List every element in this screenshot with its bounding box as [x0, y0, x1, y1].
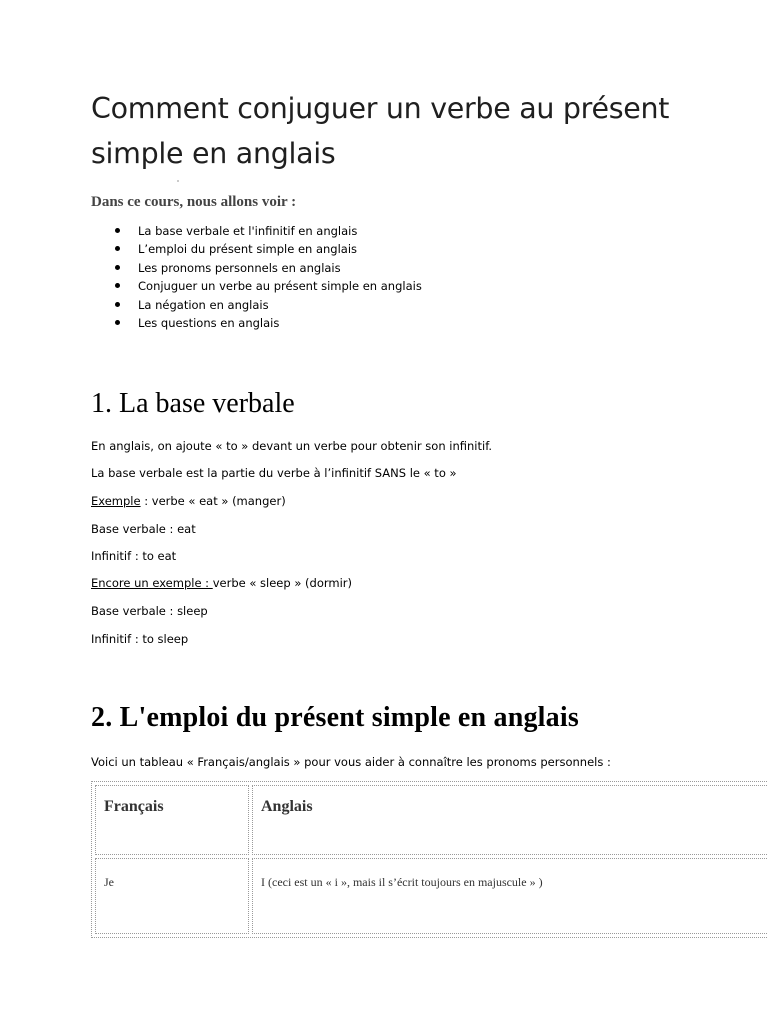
- bullet-icon: [115, 320, 120, 325]
- section1-paragraph-2: La base verbale est la partie du verbe à l’infinitif SANS le « to »: [91, 466, 457, 480]
- bullet-icon: [115, 265, 120, 270]
- example-text: : verbe « eat » (manger): [140, 494, 286, 508]
- list-item: [91, 314, 422, 332]
- section1-heading: 1. La base verbale: [91, 388, 295, 419]
- base-verbale-1: Base verbale : eat: [91, 522, 196, 536]
- bullet-icon: [115, 228, 120, 233]
- document-title: Comment conjuguer un verbe au présent simple en anglais: [91, 92, 670, 170]
- example-line: [91, 493, 286, 509]
- bullet-icon: [115, 283, 120, 288]
- table-header-row: [95, 785, 768, 855]
- section1-paragraph-1: En anglais, on ajoute « to » devant un verbe pour obtenir son infinitif.: [91, 439, 493, 453]
- table-header-cell: Français: [95, 785, 249, 855]
- bullet-icon: [115, 302, 120, 307]
- infinitif-2: Infinitif : to sleep: [91, 632, 189, 646]
- pronoun-table: [91, 781, 768, 938]
- list-item: [91, 240, 422, 258]
- list-item-label: Conjuguer un verbe au présent simple en anglais: [138, 279, 422, 294]
- table-row: [95, 858, 768, 934]
- example2-text: verbe « sleep » (dormir): [212, 576, 352, 590]
- example2-line: [91, 575, 352, 591]
- list-item: [91, 259, 422, 277]
- list-item-label: L’emploi du présent simple en anglais: [138, 242, 358, 257]
- section2-heading: 2. L'emploi du présent simple en anglais: [91, 702, 579, 733]
- stray-dot: [177, 180, 179, 182]
- example-label: Exemple: [91, 494, 141, 508]
- list-item: [91, 277, 422, 295]
- infinitif-1: Infinitif : to eat: [91, 549, 177, 563]
- base-verbale-2: Base verbale : sleep: [91, 604, 208, 618]
- table-of-contents: [91, 222, 422, 332]
- list-item: [91, 296, 422, 314]
- section2-intro: Voici un tableau « Français/anglais » pour vous aider à connaître les pronoms personnels :: [91, 755, 611, 769]
- bullet-icon: [115, 246, 120, 251]
- table-cell: I (ceci est un « i », mais il s’écrit toujours en majuscule » ): [252, 858, 768, 934]
- list-item-label: La négation en anglais: [138, 297, 269, 312]
- intro-text: Dans ce cours, nous allons voir :: [91, 194, 297, 210]
- example2-label: Encore un exemple :: [91, 576, 213, 590]
- table-header-cell: Anglais: [252, 785, 768, 855]
- list-item-label: La base verbale et l'infinitif en anglais: [138, 224, 358, 238]
- table-cell: Je: [95, 858, 249, 934]
- list-item: [91, 222, 422, 240]
- list-item-label: Les questions en anglais: [138, 316, 280, 331]
- list-item-label: Les pronoms personnels en anglais: [138, 260, 341, 275]
